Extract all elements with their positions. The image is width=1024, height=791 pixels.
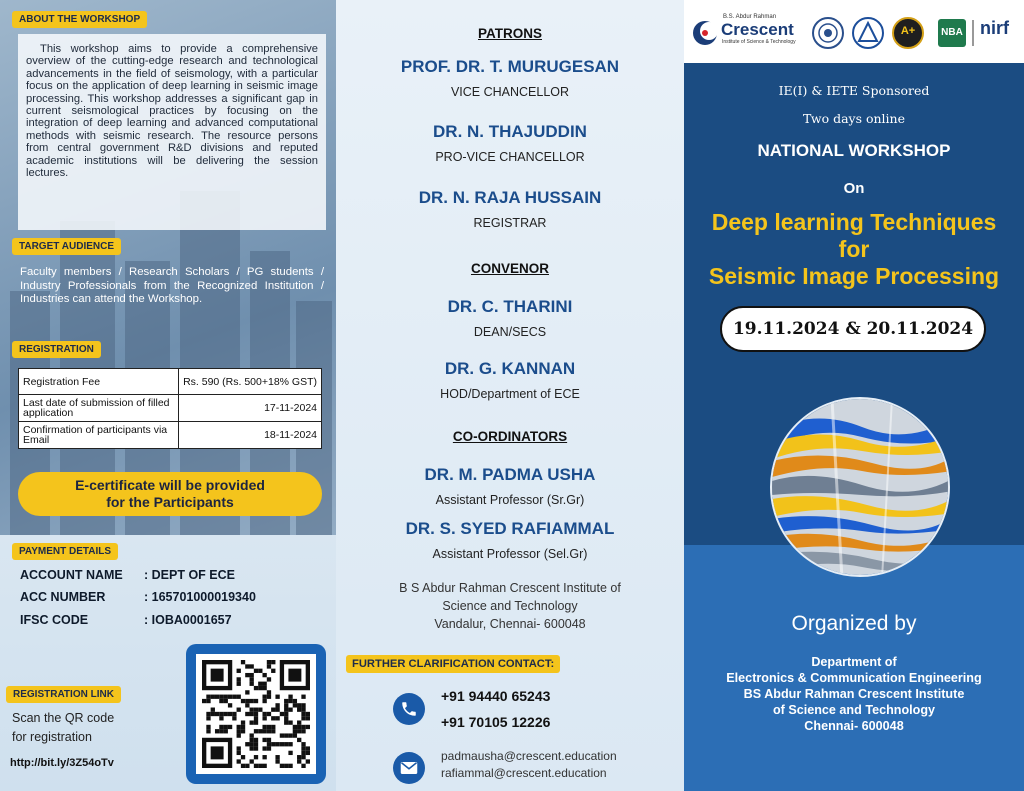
coordinator-name-1: DR. M. PADMA USHA — [424, 465, 596, 484]
institute-line1: B S Abdur Rahman Crescent Institute of — [399, 581, 621, 595]
coordinator-name-2: DR. S. SYED RAFIAMMAL — [405, 519, 615, 538]
mode-line: Two days online — [802, 111, 905, 126]
workshop-type: NATIONAL WORKSHOP — [757, 141, 951, 160]
workshop-title-line1: Deep learning Techniques — [711, 209, 997, 235]
about-text: This workshop aims to provide a comprehensive overview of the cutting-edge research and technological advancements in the field of seismology, with a particular focus on the application of deep learning in seismic image processing. This workshop addresses a significant gap in current seismological practices by focusing on the integration of deep learning and advanced computational methods with seismic research. The resource persons from central government R&D divisions and reputed academic institutions will be delivering the session lectures. — [18, 34, 326, 230]
target-audience-text: Faculty members / Research Scholars / PG students / Industry Professionals from the Recognized Institution / Industries can attend the Workshop. — [20, 266, 324, 306]
qr-code-icon — [202, 660, 310, 768]
nirf-logo: nirf — [980, 18, 1009, 38]
target-audience-label: TARGET AUDIENCE — [12, 238, 121, 255]
on-word: On — [843, 180, 865, 197]
institute-line3: Vandalur, Chennai- 600048 — [434, 617, 586, 631]
crescent-logo — [691, 14, 803, 48]
workshop-dates: 19.11.2024 & 20.11.2024 — [720, 306, 986, 352]
registration-label: REGISTRATION — [12, 341, 101, 358]
scan-instructions — [12, 709, 114, 747]
phone-number-2[interactable]: +91 70105 12226 — [441, 714, 551, 730]
phone-number-1[interactable]: +91 94440 65243 — [441, 688, 551, 704]
payment-label: PAYMENT DETAILS — [12, 543, 118, 560]
convenor-name-1: DR. C. THARINI — [447, 297, 573, 316]
registration-link-label: REGISTRATION LINK — [6, 686, 121, 703]
organizer-details — [684, 654, 1024, 734]
nba-text: NBA — [941, 27, 963, 38]
last-date-label: Last date of submission of filled application — [19, 395, 179, 422]
account-number-key: ACC NUMBER — [20, 590, 106, 604]
last-date-value: 17-11-2024 — [179, 395, 322, 422]
naac-grade: A+ — [900, 25, 916, 37]
organizer-line2: Electronics & Communication Engineering — [726, 671, 982, 685]
confirmation-value: 18-11-2024 — [179, 422, 322, 449]
email-1[interactable]: padmausha@crescent.education — [441, 749, 617, 763]
coordinator-role-2: Assistant Professor (Sel.Gr) — [432, 547, 588, 561]
account-name-key: ACCOUNT NAME — [20, 568, 123, 582]
coordinator-role-1: Assistant Professor (Sr.Gr) — [435, 493, 585, 507]
accreditation-seal-icon — [852, 17, 884, 53]
email-2[interactable]: rafiammal@crescent.education — [441, 766, 607, 780]
ifsc-value: : IOBA0001657 — [144, 613, 232, 627]
workshop-title-line2: for — [838, 236, 870, 262]
reg-fee-label: Registration Fee — [19, 369, 179, 395]
university-seal-icon — [812, 17, 844, 53]
convenor-heading: CONVENOR — [470, 261, 549, 276]
scan-line1: Scan the QR code — [12, 711, 115, 725]
mail-icon — [393, 752, 425, 784]
patron-role-1: VICE CHANCELLOR — [450, 85, 570, 99]
coordinators-heading: CO-ORDINATORS — [452, 429, 568, 444]
account-name-value: : DEPT OF ECE — [144, 568, 235, 582]
workshop-title-line3: Seismic Image Processing — [708, 263, 1000, 289]
ecertificate-banner — [18, 472, 322, 516]
confirmation-label: Confirmation of participants via Email — [19, 422, 179, 449]
convenor-role-1: DEAN/SECS — [473, 325, 547, 339]
account-name-row — [20, 568, 235, 582]
ecertificate-line2: for the Participants — [106, 494, 234, 510]
convenor-role-2: HOD/Department of ECE — [440, 387, 580, 401]
crescent-name: Crescent — [721, 20, 794, 39]
patron-name-1: PROF. DR. T. MURUGESAN — [400, 57, 620, 76]
institute-address — [336, 579, 684, 633]
phone-icon — [393, 693, 425, 725]
ifsc-key: IFSC CODE — [20, 613, 89, 627]
organizer-line4: of Science and Technology — [772, 703, 936, 717]
ecertificate-line1: E-certificate will be provided — [75, 477, 265, 493]
table-row — [19, 422, 322, 449]
patrons-heading: PATRONS — [478, 26, 542, 41]
account-number-value: : 165701000019340 — [144, 590, 256, 604]
crescent-top-text: B.S. Abdur Rahman — [723, 14, 777, 20]
organizer-line1: Department of — [811, 655, 897, 669]
patron-name-3: DR. N. RAJA HUSSAIN — [418, 188, 602, 207]
sponsor-line: IE(I) & IETE Sponsored — [778, 83, 930, 98]
logo-divider — [972, 20, 974, 46]
about-label: ABOUT THE WORKSHOP — [12, 11, 147, 28]
qr-code-frame[interactable] — [186, 644, 326, 784]
patron-name-2: DR. N. THAJUDDIN — [433, 122, 587, 141]
convenor-name-2: DR. G. KANNAN — [444, 359, 576, 378]
naac-badge-icon — [892, 17, 924, 53]
scan-line2: for registration — [12, 730, 92, 744]
organizer-line3: BS Abdur Rahman Crescent Institute — [743, 687, 965, 701]
workshop-title — [684, 209, 1024, 290]
organized-by-heading: Organized by — [791, 612, 917, 635]
account-number-row — [20, 590, 256, 604]
institute-line2: Science and Technology — [442, 599, 578, 613]
seismic-image — [770, 397, 950, 577]
registration-table — [18, 368, 322, 449]
nba-logo — [938, 19, 966, 47]
patron-role-2: PRO-VICE CHANCELLOR — [435, 150, 585, 164]
table-row — [19, 369, 322, 395]
table-row — [19, 395, 322, 422]
crescent-subtext: Institute of Science & Technology — [722, 39, 796, 45]
organizer-line5: Chennai- 600048 — [804, 719, 904, 733]
ifsc-row — [20, 613, 232, 627]
reg-fee-value: Rs. 590 (Rs. 500+18% GST) — [179, 369, 322, 395]
patron-role-3: REGISTRAR — [473, 216, 547, 230]
contact-label: FURTHER CLARIFICATION CONTACT: — [346, 655, 560, 673]
registration-url-link[interactable]: http://bit.ly/3Z54oTv — [10, 757, 114, 769]
